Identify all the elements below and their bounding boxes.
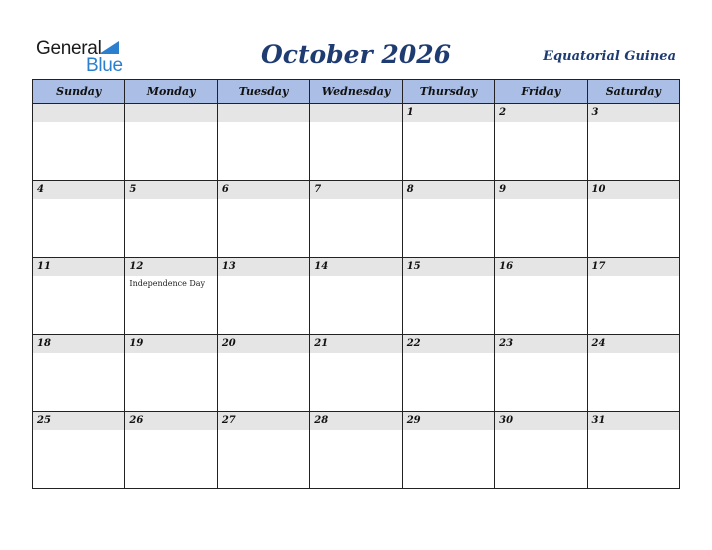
day-cell (33, 104, 125, 181)
day-number: 23 (499, 338, 514, 349)
day-number: 2 (499, 107, 507, 118)
day-cell (495, 258, 587, 335)
day-cell (495, 335, 587, 412)
calendar-grid (32, 79, 680, 489)
day-number: 15 (406, 261, 421, 272)
day-cell (33, 181, 125, 258)
day-cell (125, 412, 217, 489)
day-number-bar (218, 104, 309, 122)
week-row (33, 258, 680, 335)
day-number: 22 (406, 338, 421, 349)
day-number: 30 (499, 415, 514, 426)
logo-text-general: General (36, 38, 102, 59)
day-number: 19 (129, 338, 144, 349)
day-cell (217, 104, 309, 181)
day-cell (33, 335, 125, 412)
day-number: 9 (499, 184, 507, 195)
day-cell (125, 258, 217, 335)
day-number-bar (403, 104, 494, 122)
day-cell (125, 335, 217, 412)
day-cell (217, 181, 309, 258)
calendar-title: October 2026 (260, 40, 452, 69)
day-cell (310, 412, 402, 489)
day-number: 4 (37, 184, 44, 195)
day-cell (587, 181, 679, 258)
weekday-header: Thursday (402, 80, 494, 104)
country-name: Equatorial Guinea (543, 49, 676, 64)
day-number: 25 (37, 415, 51, 426)
day-cell (217, 335, 309, 412)
day-cell (125, 181, 217, 258)
day-number: 31 (591, 415, 606, 426)
day-number-bar (495, 181, 586, 199)
day-number-bar (218, 181, 309, 199)
day-cell (587, 104, 679, 181)
day-cell (495, 181, 587, 258)
day-number-bar (310, 181, 401, 199)
day-number: 3 (591, 107, 599, 118)
day-cell (495, 104, 587, 181)
day-number: 28 (314, 415, 329, 426)
day-cell (402, 335, 494, 412)
holiday-label: Independence Day (129, 279, 206, 288)
day-cell (402, 181, 494, 258)
day-cell (495, 412, 587, 489)
logo-text-blue: Blue (86, 55, 123, 76)
day-number: 11 (37, 261, 51, 272)
day-cell (587, 335, 679, 412)
day-number: 21 (314, 338, 329, 349)
day-number-bar (125, 104, 216, 122)
day-number: 18 (37, 338, 51, 349)
day-cell (587, 412, 679, 489)
day-number: 20 (221, 338, 236, 349)
day-number-bar (125, 181, 216, 199)
logo-triangle-icon (99, 41, 119, 54)
day-number-bar (310, 104, 401, 122)
week-row (33, 412, 680, 489)
day-cell (310, 258, 402, 335)
day-number: 29 (406, 415, 421, 426)
week-row (33, 335, 680, 412)
day-cell (402, 258, 494, 335)
day-number: 16 (499, 261, 514, 272)
generalblue-logo (36, 38, 136, 74)
weekday-header: Sunday (33, 80, 125, 104)
day-number: 6 (221, 184, 229, 195)
day-cell (33, 412, 125, 489)
week-row (33, 181, 680, 258)
weekday-header: Tuesday (217, 80, 309, 104)
day-cell (587, 258, 679, 335)
weekday-header: Friday (495, 80, 587, 104)
day-number-bar (33, 104, 124, 122)
day-cell (217, 258, 309, 335)
day-cell (33, 258, 125, 335)
weekday-header: Saturday (587, 80, 679, 104)
day-cell (310, 181, 402, 258)
day-number: 27 (221, 415, 236, 426)
weekday-header: Wednesday (310, 80, 402, 104)
day-number: 13 (221, 261, 236, 272)
weekday-header: Monday (125, 80, 217, 104)
week-row (33, 104, 680, 181)
day-cell (125, 104, 217, 181)
day-cell (402, 412, 494, 489)
day-number: 17 (591, 261, 606, 272)
day-number: 14 (314, 261, 329, 272)
weekday-header-row (33, 80, 680, 104)
day-number: 5 (129, 184, 137, 195)
day-number-bar (403, 181, 494, 199)
day-number: 24 (591, 338, 606, 349)
day-number: 8 (406, 184, 414, 195)
day-cell (310, 335, 402, 412)
day-number: 1 (406, 107, 414, 118)
day-cell (217, 412, 309, 489)
day-number-bar (588, 104, 679, 122)
day-number: 12 (129, 261, 144, 272)
day-number: 7 (314, 184, 322, 195)
day-number: 26 (129, 415, 144, 426)
day-number-bar (33, 181, 124, 199)
day-number: 10 (591, 184, 606, 195)
day-number-bar (495, 104, 586, 122)
day-cell (310, 104, 402, 181)
day-cell (402, 104, 494, 181)
